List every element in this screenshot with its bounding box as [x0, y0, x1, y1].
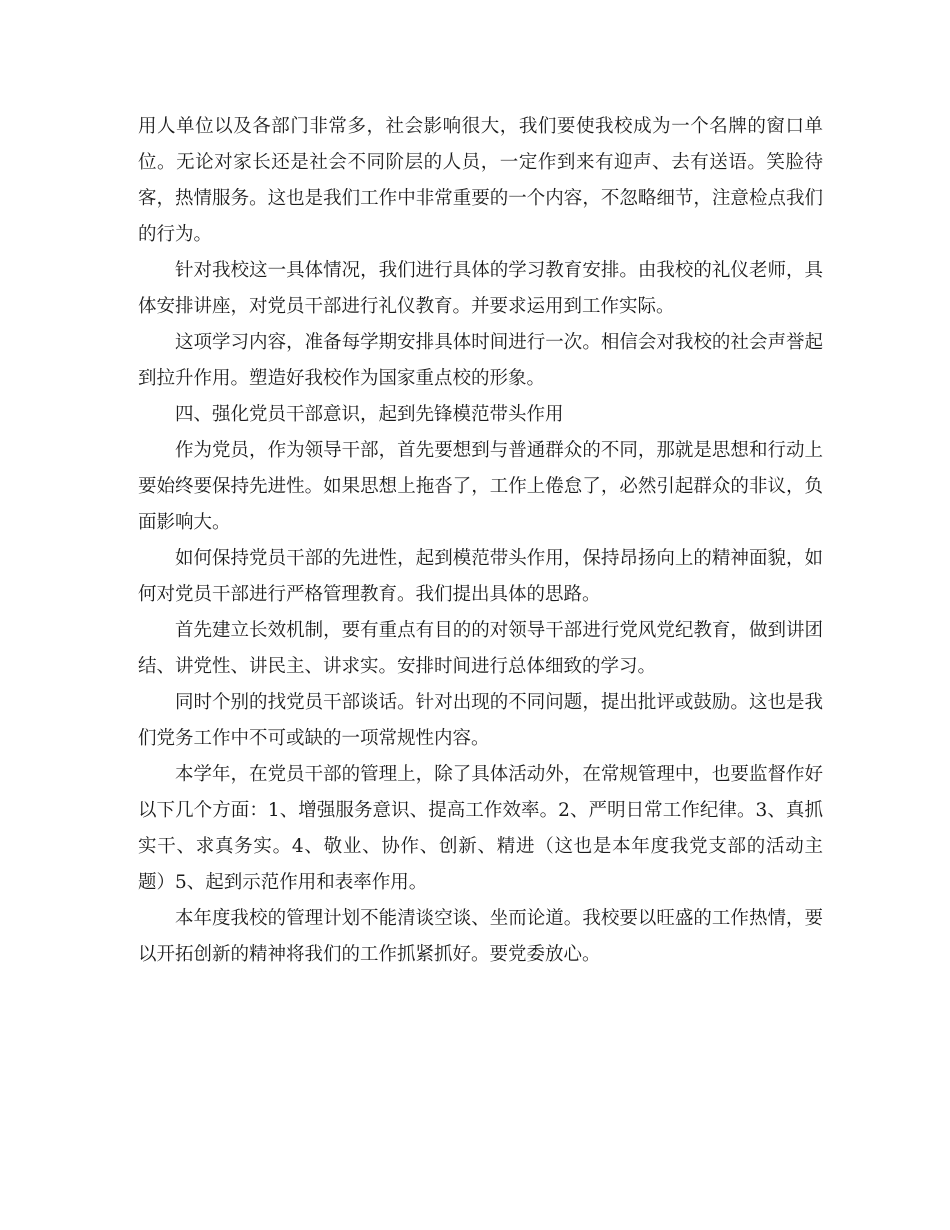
paragraph: 同时个别的找党员干部谈话。针对出现的不同问题，提出批评或鼓励。这也是我们党务工作中不可或缺的一项常规性内容。 [138, 692, 823, 749]
paragraph: 针对我校这一具体情况，我们进行具体的学习教育安排。由我校的礼仪老师，具体安排讲座，对党员干部进行礼仪教育。并要求运用到工作实际。 [138, 260, 823, 317]
paragraph: 首先建立长效机制，要有重点有目的的对领导干部进行党风党纪教育，做到讲团结、讲党性、讲民主、讲求实。安排时间进行总体细致的学习。 [138, 620, 823, 677]
document-body [138, 109, 823, 973]
paragraph: 作为党员，作为领导干部，首先要想到与普通群众的不同，那就是思想和行动上要始终要保持先进性。如果思想上拖沓了，工作上倦怠了，必然引起群众的非议，负面影响大。 [138, 440, 823, 533]
paragraph: 用人单位以及各部门非常多，社会影响很大，我们要使我校成为一个名牌的窗口单位。无论对家长还是社会不同阶层的人员，一定作到来有迎声、去有送语。笑脸待客，热情服务。这也是我们工作中非常重要的一个内容，不忽略细节，注意检点我们的行为。 [138, 116, 823, 245]
paragraph: 本学年，在党员干部的管理上，除了具体活动外，在常规管理中，也要监督作好以下几个方面：1、增强服务意识、提高工作效率。2、严明日常工作纪律。3、真抓实干、求真务实。4、敬业、协作、创新、精进（这也是本年度我党支部的活动主题）5、起到示范作用和表率作用。 [138, 764, 823, 893]
paragraph: 本年度我校的管理计划不能清谈空谈、坐而论道。我校要以旺盛的工作热情，要以开拓创新的精神将我们的工作抓紧抓好。要党委放心。 [138, 908, 823, 965]
section-heading: 四、强化党员干部意识，起到先锋模范带头作用 [175, 404, 564, 425]
paragraph: 如何保持党员干部的先进性，起到模范带头作用，保持昂扬向上的精神面貌，如何对党员干部进行严格管理教育。我们提出具体的思路。 [138, 548, 823, 605]
paragraph: 这项学习内容，准备每学期安排具体时间进行一次。相信会对我校的社会声誉起到拉升作用。塑造好我校作为国家重点校的形象。 [138, 332, 823, 389]
